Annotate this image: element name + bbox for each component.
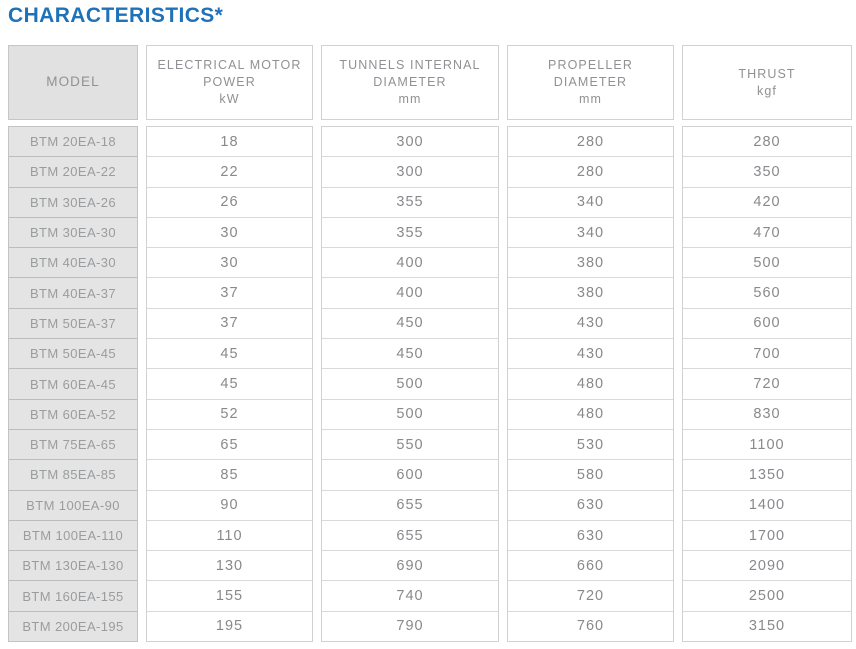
value-cell: 37 bbox=[147, 277, 312, 307]
column-tunnels-internal-diameter bbox=[321, 45, 499, 642]
value-cell: 90 bbox=[147, 490, 312, 520]
value-cell: 355 bbox=[322, 217, 498, 247]
value-cell: 500 bbox=[683, 247, 851, 277]
value-cell: 130 bbox=[147, 550, 312, 580]
value-cell: 280 bbox=[576, 133, 605, 150]
value-cell: 355 bbox=[322, 187, 498, 217]
value-cell: 45 bbox=[147, 338, 312, 368]
column-body-electrical-motor-power bbox=[146, 126, 313, 642]
column-electrical-motor-power bbox=[146, 45, 313, 642]
value-cell: 655 bbox=[322, 520, 498, 550]
column-model bbox=[8, 45, 138, 642]
value-cell: 600 bbox=[683, 308, 851, 338]
value-cell: 340 bbox=[508, 187, 673, 217]
model-cell: BTM 85EA-85 bbox=[9, 459, 137, 489]
value-cell: 790 bbox=[322, 611, 498, 641]
value-cell: 195 bbox=[147, 611, 312, 641]
model-cell: BTM 60EA-52 bbox=[9, 399, 137, 429]
value-cell: 480 bbox=[508, 399, 673, 429]
column-body-propeller-diameter bbox=[507, 126, 674, 642]
column-header-unit: mm bbox=[398, 91, 422, 106]
value-cell: 30 bbox=[147, 217, 312, 247]
model-cell: BTM 20EA-22 bbox=[9, 156, 137, 186]
value-cell: 380 bbox=[508, 277, 673, 307]
value-cell: 420 bbox=[683, 187, 851, 217]
model-cell: BTM 20EA-18 bbox=[29, 134, 117, 150]
value-cell: 1350 bbox=[683, 459, 851, 489]
model-cell: BTM 200EA-195 bbox=[9, 611, 137, 641]
column-body-model bbox=[8, 126, 138, 642]
value-cell: 1100 bbox=[683, 429, 851, 459]
value-cell: 430 bbox=[508, 338, 673, 368]
value-cell: 37 bbox=[147, 308, 312, 338]
value-cell: 280 bbox=[508, 156, 673, 186]
value-cell: 660 bbox=[508, 550, 673, 580]
value-cell: 630 bbox=[508, 520, 673, 550]
value-cell: 720 bbox=[508, 580, 673, 610]
value-cell: 500 bbox=[322, 399, 498, 429]
model-cell: BTM 100EA-110 bbox=[9, 520, 137, 550]
value-cell: 155 bbox=[147, 580, 312, 610]
value-cell: 110 bbox=[147, 520, 312, 550]
value-cell: 480 bbox=[508, 368, 673, 398]
value-cell: 690 bbox=[322, 550, 498, 580]
column-header-unit: kW bbox=[219, 91, 240, 106]
model-cell: BTM 40EA-37 bbox=[9, 277, 137, 307]
model-cell: BTM 60EA-45 bbox=[9, 368, 137, 398]
page-title: CHARACTERISTICS* bbox=[8, 4, 224, 27]
column-body-tunnels-internal-diameter bbox=[321, 126, 499, 642]
model-cell: BTM 130EA-130 bbox=[9, 550, 137, 580]
value-cell: 470 bbox=[683, 217, 851, 247]
value-cell: 280 bbox=[753, 133, 781, 150]
column-header-unit: mm bbox=[578, 91, 603, 106]
value-cell: 18 bbox=[220, 133, 239, 150]
value-cell: 400 bbox=[322, 277, 498, 307]
value-cell: 560 bbox=[683, 277, 851, 307]
value-cell: 300 bbox=[322, 156, 498, 186]
value-cell: 655 bbox=[322, 490, 498, 520]
characteristics-table bbox=[8, 45, 852, 642]
value-cell: 760 bbox=[508, 611, 673, 641]
value-cell: 45 bbox=[147, 368, 312, 398]
value-cell: 600 bbox=[322, 459, 498, 489]
value-cell: 450 bbox=[322, 338, 498, 368]
column-propeller-diameter bbox=[507, 45, 674, 642]
value-cell: 630 bbox=[508, 490, 673, 520]
value-cell: 85 bbox=[147, 459, 312, 489]
value-cell: 300 bbox=[396, 133, 424, 150]
value-cell: 2500 bbox=[683, 580, 851, 610]
column-thrust bbox=[682, 45, 852, 642]
model-cell: BTM 30EA-26 bbox=[9, 187, 137, 217]
model-cell: BTM 75EA-65 bbox=[9, 429, 137, 459]
column-header-unit: kgf bbox=[757, 83, 777, 98]
value-cell: 380 bbox=[508, 247, 673, 277]
value-cell: 340 bbox=[508, 217, 673, 247]
value-cell: 530 bbox=[508, 429, 673, 459]
value-cell: 26 bbox=[147, 187, 312, 217]
column-header-model bbox=[8, 45, 138, 120]
value-cell: 550 bbox=[322, 429, 498, 459]
column-header-propeller-diameter bbox=[507, 45, 674, 120]
value-cell: 740 bbox=[322, 580, 498, 610]
value-cell: 400 bbox=[322, 247, 498, 277]
value-cell: 3150 bbox=[683, 611, 851, 641]
model-cell: BTM 160EA-155 bbox=[9, 580, 137, 610]
value-cell: 350 bbox=[683, 156, 851, 186]
value-cell: 720 bbox=[683, 368, 851, 398]
value-cell: 65 bbox=[147, 429, 312, 459]
model-cell: BTM 100EA-90 bbox=[9, 490, 137, 520]
column-header-label: PROPELLER DIAMETER bbox=[548, 58, 633, 90]
value-cell: 1700 bbox=[683, 520, 851, 550]
column-header-label: MODEL bbox=[46, 74, 100, 90]
model-cell: BTM 40EA-30 bbox=[9, 247, 137, 277]
value-cell: 450 bbox=[322, 308, 498, 338]
value-cell: 52 bbox=[147, 399, 312, 429]
column-header-label: ELECTRICAL MOTOR POWER bbox=[157, 58, 302, 90]
value-cell: 22 bbox=[147, 156, 312, 186]
model-cell: BTM 30EA-30 bbox=[9, 217, 137, 247]
value-cell: 830 bbox=[683, 399, 851, 429]
column-header-thrust bbox=[682, 45, 852, 120]
value-cell: 1400 bbox=[683, 490, 851, 520]
model-cell: BTM 50EA-45 bbox=[9, 338, 137, 368]
value-cell: 430 bbox=[508, 308, 673, 338]
column-header-electrical-motor-power bbox=[146, 45, 313, 120]
column-header-label: THRUST bbox=[738, 66, 796, 81]
value-cell: 500 bbox=[322, 368, 498, 398]
value-cell: 30 bbox=[147, 247, 312, 277]
model-cell: BTM 50EA-37 bbox=[9, 308, 137, 338]
column-body-thrust bbox=[682, 126, 852, 642]
value-cell: 580 bbox=[508, 459, 673, 489]
value-cell: 700 bbox=[683, 338, 851, 368]
value-cell: 2090 bbox=[683, 550, 851, 580]
column-header-tunnels-internal-diameter bbox=[321, 45, 499, 120]
column-header-label: TUNNELS INTERNAL DIAMETER bbox=[339, 58, 481, 90]
